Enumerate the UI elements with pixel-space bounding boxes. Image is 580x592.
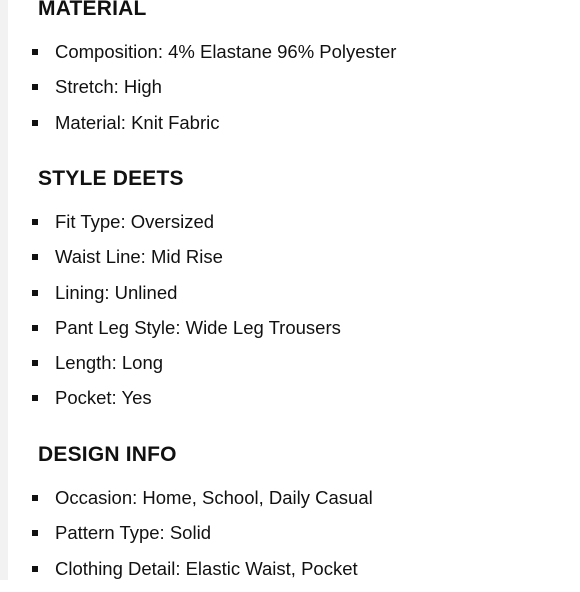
section-title-design-info: DESIGN INFO [38, 443, 177, 466]
material-list [38, 40, 570, 146]
list-item [38, 245, 570, 280]
square-bullet-icon [32, 360, 38, 366]
list-item-text: Stretch: High [55, 76, 162, 98]
square-bullet-icon [32, 290, 38, 296]
list-item-text: Occasion: Home, School, Daily Casual [55, 487, 373, 508]
list-item-text: Pocket: Yes [55, 387, 152, 409]
list-item [38, 351, 570, 386]
square-bullet-icon [32, 395, 38, 401]
list-item [38, 557, 570, 592]
left-edge-strip [0, 0, 8, 580]
square-bullet-icon [32, 219, 38, 225]
list-item [38, 521, 570, 556]
list-item [38, 386, 570, 421]
list-item-text: Lining: Unlined [55, 281, 178, 303]
list-item-text: Material: Knit Fabric [55, 111, 220, 133]
square-bullet-icon [32, 120, 38, 126]
design-info-list [38, 486, 570, 592]
square-bullet-icon [32, 84, 38, 90]
square-bullet-icon [32, 254, 38, 260]
list-item [38, 111, 570, 146]
list-item [38, 40, 570, 75]
list-item-text: Composition: 4% Elastane 96% Polyester [55, 41, 397, 62]
list-item [38, 486, 570, 521]
square-bullet-icon [32, 325, 38, 331]
square-bullet-icon [32, 530, 38, 536]
section-design-info [38, 443, 570, 592]
list-item [38, 316, 570, 351]
section-title-style-deets: STYLE DEETS [38, 167, 184, 190]
list-item-text: Clothing Detail: Elastic Waist, Pocket [55, 557, 358, 579]
square-bullet-icon [32, 495, 38, 501]
list-item [38, 210, 570, 245]
square-bullet-icon [32, 49, 38, 55]
section-title-material: MATERIAL [38, 0, 147, 20]
section-style-deets [38, 167, 570, 422]
list-item [38, 281, 570, 316]
list-item-text: Length: Long [55, 352, 164, 374]
section-material [38, 0, 570, 146]
style-deets-list [38, 210, 570, 422]
list-item [38, 75, 570, 110]
list-item-text: Waist Line: Mid Rise [55, 246, 223, 268]
list-item-text: Pattern Type: Solid [55, 522, 211, 544]
square-bullet-icon [32, 566, 38, 572]
list-item-text: Fit Type: Oversized [55, 211, 215, 232]
list-item-text: Pant Leg Style: Wide Leg Trousers [55, 316, 341, 338]
